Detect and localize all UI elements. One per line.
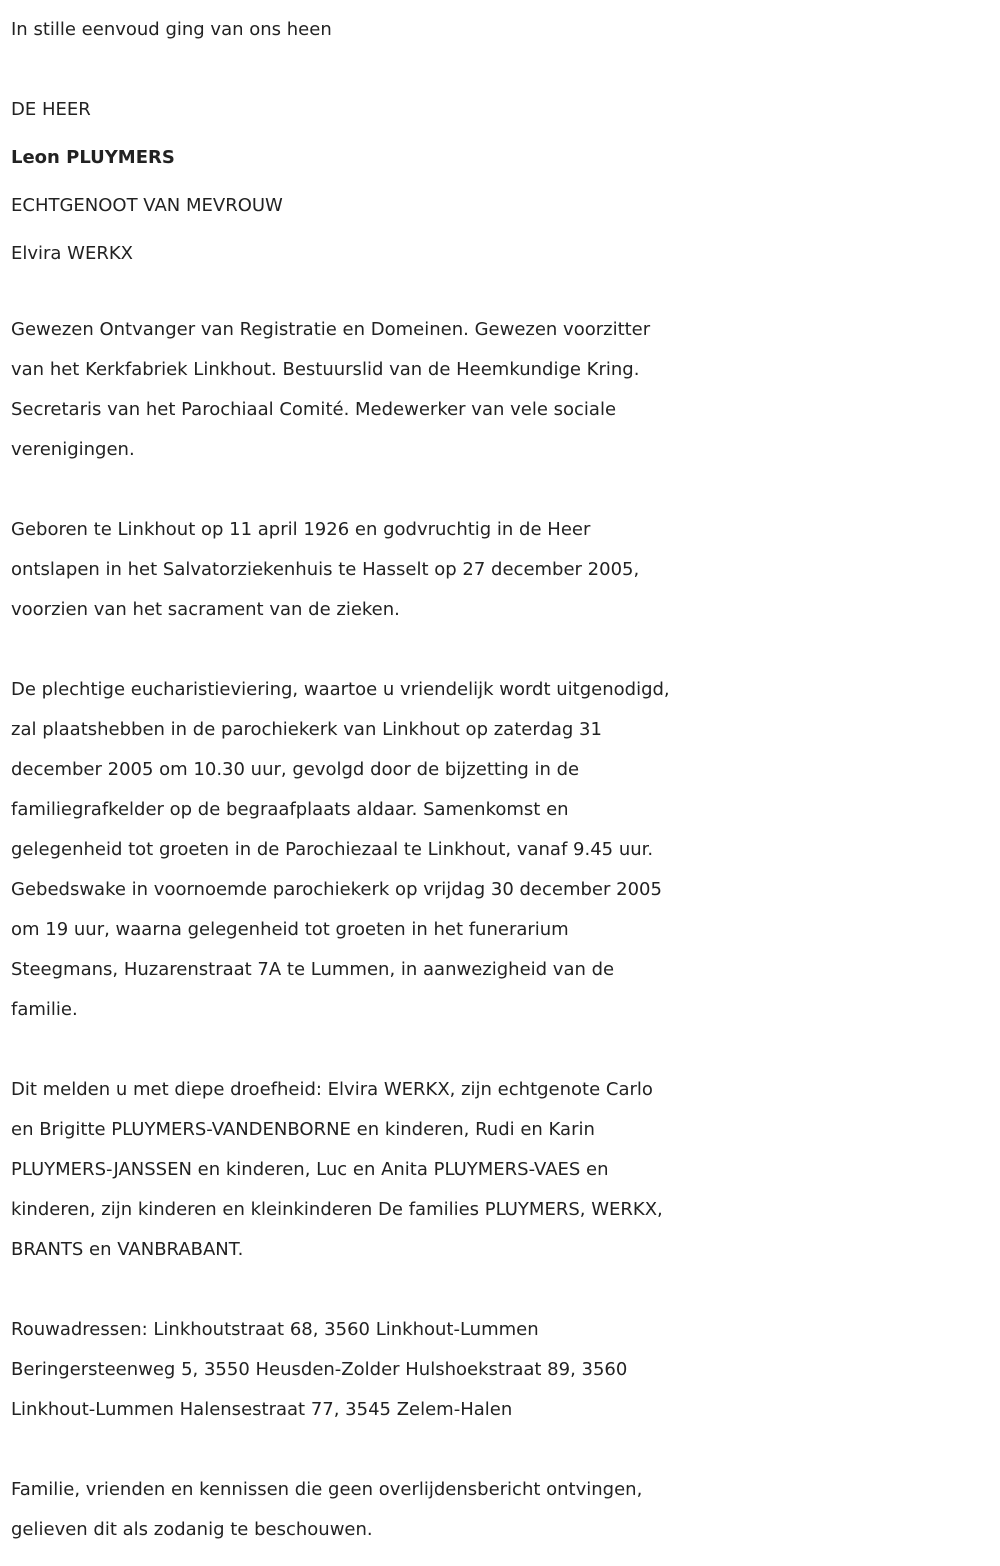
- paragraph-line: Gebedswake in voornoemde parochiekerk op vrijdag 30 december 2005: [11, 879, 662, 900]
- paragraph-line: gelieven dit als zodanig te beschouwen.: [11, 1519, 373, 1540]
- paragraph-line: Geboren te Linkhout op 11 april 1926 en godvruchtig in de Heer: [11, 519, 591, 540]
- paragraph-career: [11, 310, 988, 470]
- paragraph-line: verenigingen.: [11, 439, 135, 460]
- paragraph-line: familiegrafkelder op de begraafplaats aldaar. Samenkomst en: [11, 799, 569, 820]
- paragraph-line: BRANTS en VANBRABANT.: [11, 1239, 244, 1260]
- deceased-name: Leon PLUYMERS: [11, 147, 175, 168]
- paragraph-line: Beringersteenweg 5, 3550 Heusden-Zolder Hulshoekstraat 89, 3560: [11, 1359, 628, 1380]
- paragraph-line: om 19 uur, waarna gelegenheid tot groeten in het funerarium: [11, 919, 569, 940]
- paragraph-line: Dit melden u met diepe droefheid: Elvira WERKX, zijn echtgenote Carlo: [11, 1079, 653, 1100]
- paragraph-line: Secretaris van het Parochiaal Comité. Medewerker van vele sociale: [11, 399, 617, 420]
- paragraph-line: gelegenheid tot groeten in de Parochiezaal te Linkhout, vanaf 9.45 uur.: [11, 839, 654, 860]
- paragraph-line: voorzien van het sacrament van de zieken.: [11, 599, 400, 620]
- salutation: DE HEER: [11, 99, 91, 120]
- paragraph-line: Steegmans, Huzarenstraat 7A te Lummen, in aanwezigheid van de: [11, 959, 615, 980]
- paragraph-line: van het Kerkfabriek Linkhout. Bestuurslid van de Heemkundige Kring.: [11, 359, 640, 380]
- name-block: [11, 86, 988, 278]
- paragraph-line: kinderen, zijn kinderen en kleinkinderen De families PLUYMERS, WERKX,: [11, 1199, 663, 1220]
- paragraph-family: [11, 1070, 988, 1270]
- paragraph-addresses: [11, 1310, 988, 1430]
- paragraph-line: zal plaatshebben in de parochiekerk van Linkhout op zaterdag 31: [11, 719, 602, 740]
- spouse-label: ECHTGENOOT VAN MEVROUW: [11, 195, 283, 216]
- spouse-name: Elvira WERKX: [11, 243, 133, 264]
- paragraph-line: Gewezen Ontvanger van Registratie en Domeinen. Gewezen voorzitter: [11, 319, 651, 340]
- paragraph-line: PLUYMERS-JANSSEN en kinderen, Luc en Anita PLUYMERS-VAES en: [11, 1159, 609, 1180]
- paragraph-line: De plechtige eucharistieviering, waartoe u vriendelijk wordt uitgenodigd,: [11, 679, 670, 700]
- paragraph-line: Rouwadressen: Linkhoutstraat 68, 3560 Linkhout-Lummen: [11, 1319, 539, 1340]
- paragraph-line: en Brigitte PLUYMERS-VANDENBORNE en kinderen, Rudi en Karin: [11, 1119, 595, 1140]
- paragraph-ceremony: [11, 670, 988, 1030]
- paragraph-line: Linkhout-Lummen Halensestraat 77, 3545 Zelem-Halen: [11, 1399, 513, 1420]
- paragraph-closing: [11, 1470, 988, 1550]
- opening-line: In stille eenvoud ging van ons heen: [11, 19, 332, 40]
- paragraph-birth-death: [11, 510, 988, 630]
- paragraph-line: familie.: [11, 999, 78, 1020]
- paragraph-line: Familie, vrienden en kennissen die geen overlijdensbericht ontvingen,: [11, 1479, 643, 1500]
- paragraph-line: ontslapen in het Salvatorziekenhuis te Hasselt op 27 december 2005,: [11, 559, 640, 580]
- paragraph-line: december 2005 om 10.30 uur, gevolgd door de bijzetting in de: [11, 759, 580, 780]
